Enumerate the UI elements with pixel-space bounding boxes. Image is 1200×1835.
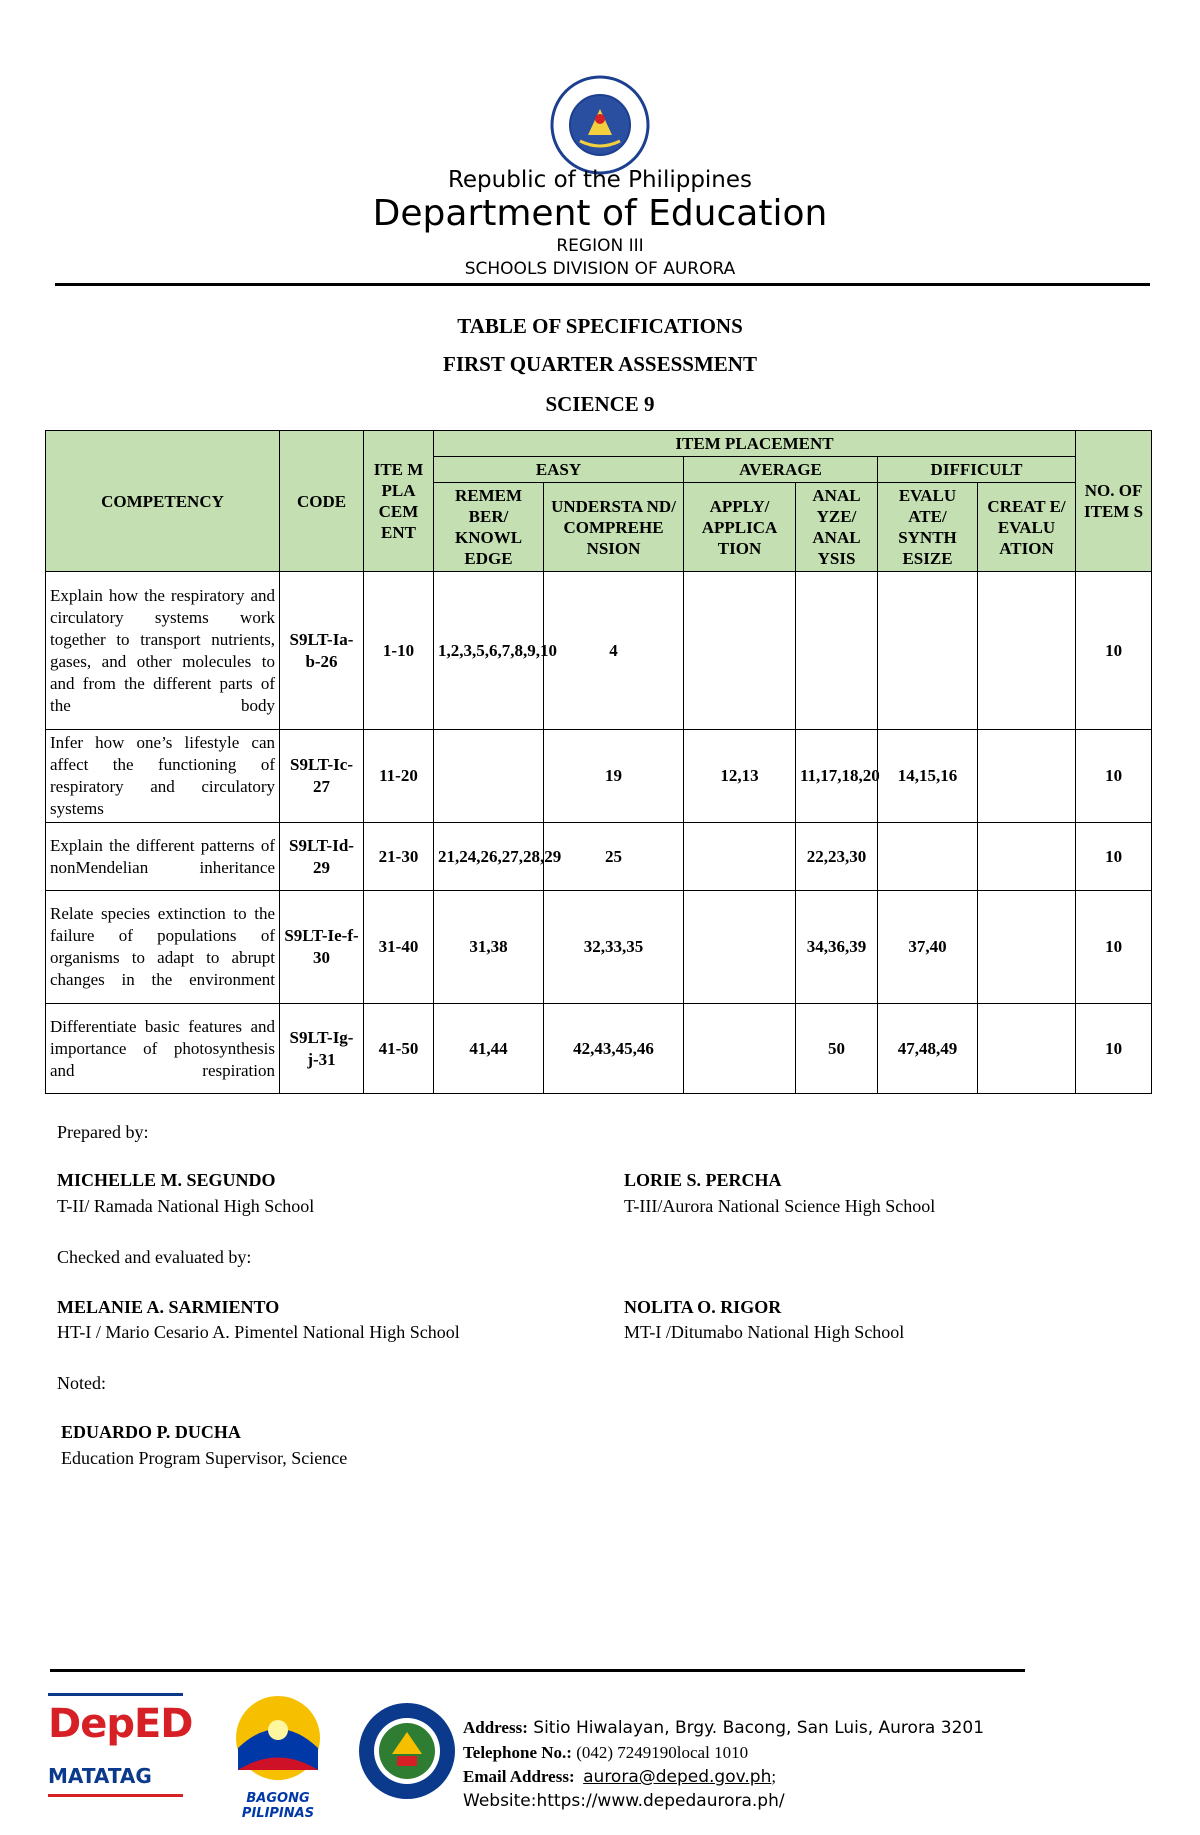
competency-cell: Relate species extinction to the failure of populations of organisms to adapt to abrupt changes in the environment	[46, 891, 280, 1004]
create-cell	[978, 1004, 1076, 1094]
apply-cell	[684, 823, 796, 891]
signatory-name: MELANIE A. SARMIENTO	[57, 1297, 280, 1317]
total-cell: 10	[1076, 572, 1152, 730]
competency-cell: Infer how one’s lifestyle can affect the functioning of respiratory and circulatory systems	[46, 730, 280, 823]
code-header: CODE	[280, 431, 364, 572]
code-cell: S9LT-Ic-27	[280, 730, 364, 823]
evaluate-header: EVALU ATE/ SYNTH ESIZE	[878, 483, 978, 572]
easy-header: EASY	[434, 457, 684, 483]
footer-divider	[50, 1669, 1025, 1672]
signatory-name: NOLITA O. RIGOR	[624, 1297, 782, 1317]
total-cell: 10	[1076, 891, 1152, 1004]
competency-cell: Differentiate basic features and importance of photosynthesis and respiration	[46, 1004, 280, 1094]
bagong-pilipinas-text: BAGONG PILIPINAS	[241, 1791, 315, 1821]
understand-cell: 25	[544, 823, 684, 891]
analyze-cell: 50	[796, 1004, 878, 1094]
signatory-name: LORIE S. PERCHA	[624, 1170, 782, 1190]
evaluate-cell	[878, 572, 978, 730]
apply-header: APPLY/ APPLICA TION	[684, 483, 796, 572]
table-row	[46, 1004, 1152, 1094]
signatory-position: Education Program Supervisor, Science	[61, 1448, 348, 1468]
remember-cell	[434, 730, 544, 823]
region-line: REGION III	[556, 236, 644, 256]
remember-cell: 21,24,26,27,28,29	[434, 823, 544, 891]
republic-line: Republic of the Philippines	[447, 167, 753, 193]
department-name: Department of Education	[372, 193, 828, 234]
understand-cell: 42,43,45,46	[544, 1004, 684, 1094]
signatory-position: T-III/Aurora National Science High School	[624, 1196, 936, 1216]
email-suffix: ;	[771, 1767, 777, 1786]
division-seal-icon	[357, 1696, 457, 1806]
deped-seal-logo	[550, 75, 650, 175]
competency-cell: Explain how the respiratory and circulatory systems work together to transport nutrients, gases, and other molecules to and from the different parts of the body	[46, 572, 280, 730]
signatory-name: EDUARDO P. DUCHA	[61, 1422, 241, 1442]
understand-header: UNDERSTA ND/ COMPREHE NSION	[544, 483, 684, 572]
table-row	[46, 823, 1152, 891]
create-header: CREAT E/ EVALU ATION	[978, 483, 1076, 572]
code-cell: S9LT-Ie-f-30	[280, 891, 364, 1004]
analyze-cell: 22,23,30	[796, 823, 878, 891]
email-link[interactable]: aurora@deped.gov.ph	[583, 1767, 772, 1787]
apply-cell	[684, 572, 796, 730]
code-cell: S9LT-Ia-b-26	[280, 572, 364, 730]
understand-cell: 4	[544, 572, 684, 730]
analyze-cell: 34,36,39	[796, 891, 878, 1004]
understand-cell: 32,33,35	[544, 891, 684, 1004]
create-cell	[978, 823, 1076, 891]
code-cell: S9LT-Id-29	[280, 823, 364, 891]
prepared-label: Prepared by:	[57, 1122, 149, 1142]
deped-matatag-logo	[48, 1693, 193, 1811]
telephone-label: Telephone No.:	[463, 1743, 572, 1762]
signatory-position: HT-I / Mario Cesario A. Pimentel National High School	[57, 1322, 460, 1342]
address-label: Address:	[463, 1718, 528, 1737]
total-cell: 10	[1076, 823, 1152, 891]
create-cell	[978, 572, 1076, 730]
website-link[interactable]: Website:https://www.depedaurora.ph/	[463, 1791, 785, 1811]
placement-cell: 31-40	[364, 891, 434, 1004]
create-cell	[978, 891, 1076, 1004]
total-cell: 10	[1076, 730, 1152, 823]
bagong-pilipinas-emblem-icon	[213, 1690, 343, 1786]
no-of-items-header: NO. OF ITEM S	[1076, 431, 1152, 572]
remember-cell: 41,44	[434, 1004, 544, 1094]
total-cell: 10	[1076, 1004, 1152, 1094]
checked-label: Checked and evaluated by:	[57, 1247, 252, 1267]
average-header: AVERAGE	[684, 457, 878, 483]
competency-header: COMPETENCY	[46, 431, 280, 572]
code-cell: S9LT-Ig-j-31	[280, 1004, 364, 1094]
email-line	[463, 1767, 776, 1787]
evaluate-cell: 47,48,49	[878, 1004, 978, 1094]
difficult-header: DIFFICULT	[878, 457, 1076, 483]
telephone-value: (042) 7249190local 1010	[576, 1743, 749, 1762]
competency-cell: Explain the different patterns of nonMendelian inheritance	[46, 823, 280, 891]
signatory-position: MT-I /Ditumabo National High School	[624, 1322, 905, 1342]
understand-cell: 19	[544, 730, 684, 823]
document-title: TABLE OF SPECIFICATIONS	[457, 314, 743, 338]
signatory-position: T-II/ Ramada National High School	[57, 1196, 315, 1216]
analyze-cell	[796, 572, 878, 730]
division-line: SCHOOLS DIVISION OF AURORA	[464, 259, 736, 279]
assessment-title: FIRST QUARTER ASSESSMENT	[443, 352, 757, 376]
apply-cell: 12,13	[684, 730, 796, 823]
deped-logo-text: DepED	[48, 1701, 193, 1747]
address-value: Sitio Hiwalayan, Brgy. Bacong, San Luis, Aurora 3201	[533, 1718, 985, 1738]
evaluate-cell: 14,15,16	[878, 730, 978, 823]
header-divider	[55, 283, 1150, 286]
subject-title: SCIENCE 9	[545, 392, 655, 416]
placement-cell: 41-50	[364, 1004, 434, 1094]
remember-cell: 1,2,3,5,6,7,8,9,10	[434, 572, 544, 730]
analyze-cell: 11,17,18,20	[796, 730, 878, 823]
apply-cell	[684, 1004, 796, 1094]
matatag-text: MATATAG	[48, 1764, 152, 1788]
telephone-line	[463, 1743, 748, 1763]
address-line	[463, 1718, 984, 1738]
signatory-name: MICHELLE M. SEGUNDO	[57, 1170, 276, 1190]
apply-cell	[684, 891, 796, 1004]
placement-cell: 21-30	[364, 823, 434, 891]
specifications-table	[45, 430, 1152, 1094]
item-placement-range-header: ITE M PLA CEM ENT	[364, 431, 434, 572]
remember-cell: 31,38	[434, 891, 544, 1004]
table-row	[46, 891, 1152, 1004]
table-row	[46, 572, 1152, 730]
item-placement-header: ITEM PLACEMENT	[434, 431, 1076, 457]
bagong-pilipinas-logo	[213, 1690, 343, 1821]
evaluate-cell	[878, 823, 978, 891]
placement-cell: 1-10	[364, 572, 434, 730]
analyze-header: ANAL YZE/ ANAL YSIS	[796, 483, 878, 572]
email-label: Email Address:	[463, 1767, 575, 1786]
table-row	[46, 730, 1152, 823]
placement-cell: 11-20	[364, 730, 434, 823]
create-cell	[978, 730, 1076, 823]
noted-label: Noted:	[57, 1373, 106, 1393]
evaluate-cell: 37,40	[878, 891, 978, 1004]
remember-header: REMEM BER/ KNOWL EDGE	[434, 483, 544, 572]
